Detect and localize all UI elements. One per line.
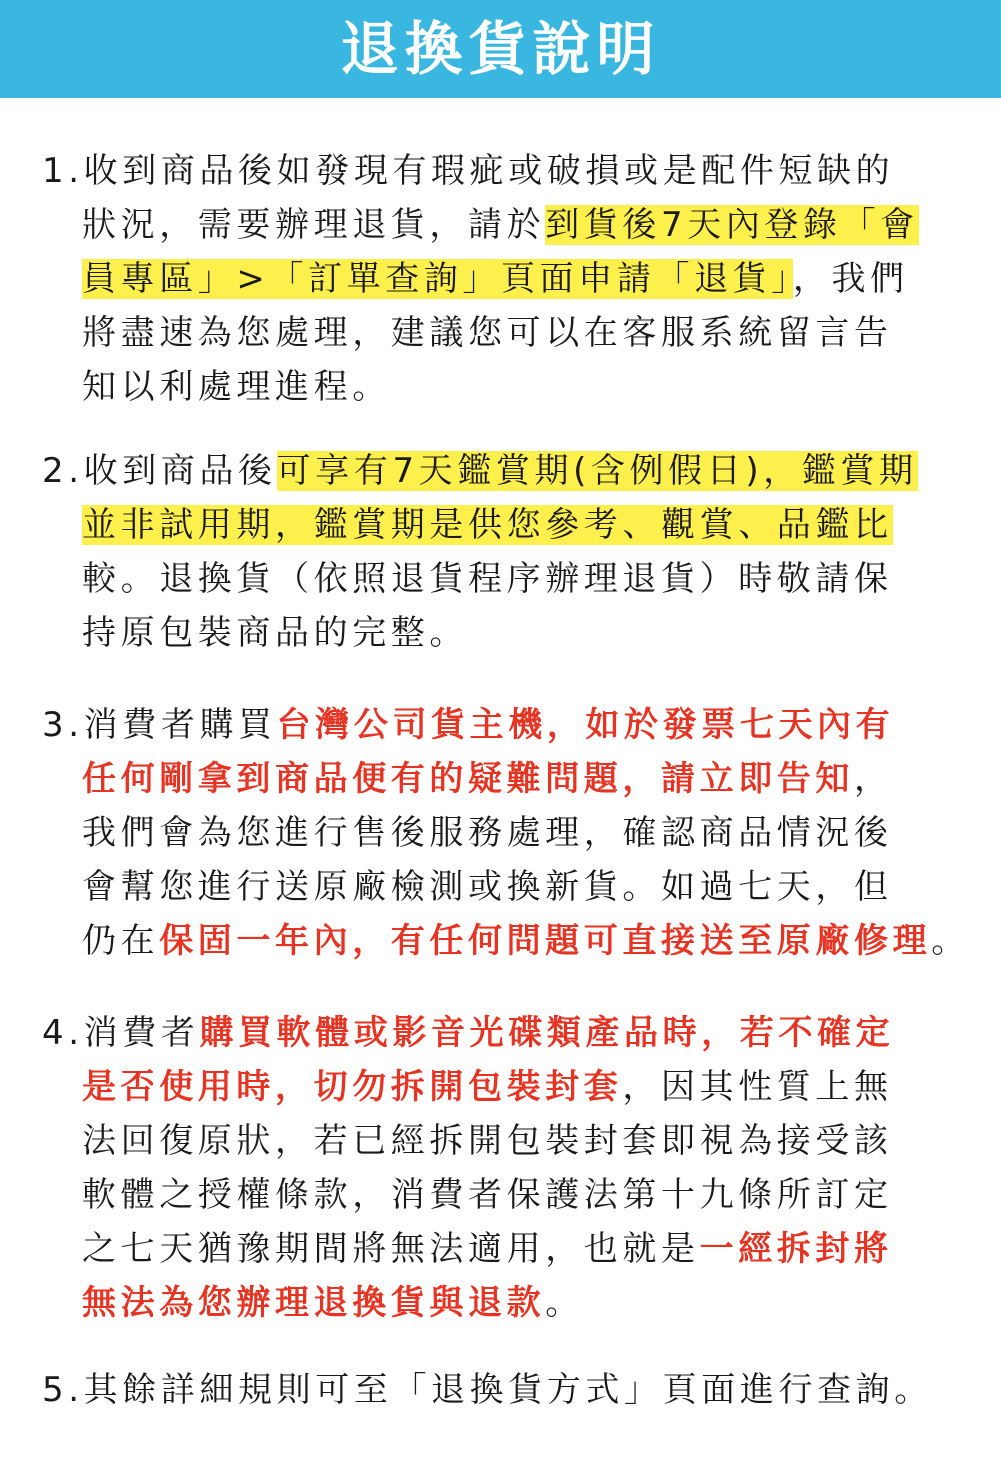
item-line bbox=[42, 806, 962, 860]
item-line bbox=[42, 306, 962, 360]
list-item-4 bbox=[42, 1006, 962, 1330]
item-line bbox=[42, 752, 962, 806]
item-line bbox=[42, 144, 962, 198]
list-item-1 bbox=[42, 144, 962, 414]
item-line bbox=[42, 198, 962, 252]
emphasis-text: 任何剛拿到商品便有的疑難問題，請立即告知 bbox=[82, 759, 854, 799]
list-item-2 bbox=[42, 444, 962, 660]
item-line bbox=[42, 1060, 962, 1114]
item-line bbox=[42, 1363, 962, 1417]
body-text: 之七天猶豫期間將無法適用，也就是 bbox=[82, 1229, 700, 1269]
emphasis-text: 台灣公司貨主機，如於發票七天內有 bbox=[276, 705, 895, 745]
body-text: 法回復原狀，若已經拆開包裝封套即視為接受該 bbox=[82, 1121, 893, 1161]
item-line bbox=[42, 914, 970, 968]
body-text: 軟體之授權條款，消費者保護法第十九條所訂定 bbox=[82, 1175, 893, 1215]
body-text: ，我們 bbox=[792, 259, 909, 299]
item-line bbox=[42, 606, 962, 660]
body-text: 3.消費者購買 bbox=[42, 705, 277, 745]
body-text: 1.收到商品後如發現有瑕疵或破損或是配件短缺的 bbox=[42, 151, 895, 191]
emphasis-text: 保固一年內，有任何問題可直接送至原廠修理 bbox=[159, 921, 932, 961]
item-line bbox=[42, 252, 962, 306]
highlighted-text: 可享有7天鑑賞期(含例假日)，鑑賞期 bbox=[276, 451, 918, 491]
item-line bbox=[42, 1276, 962, 1330]
body-text: 會幫您進行送原廠檢測或換新貨。如過七天，但 bbox=[82, 867, 893, 907]
list-item-5 bbox=[42, 1363, 962, 1417]
emphasis-text: 購買軟體或影音光碟類產品時，若不確定 bbox=[199, 1013, 895, 1053]
body-text: 2.收到商品後 bbox=[42, 451, 277, 491]
page-header bbox=[0, 0, 1001, 98]
body-text: 較。退換貨（依照退貨程序辦理退貨）時敬請保 bbox=[82, 559, 893, 599]
body-text: 我們會為您進行售後服務處理，確認商品情況後 bbox=[82, 813, 893, 853]
item-line bbox=[42, 1168, 962, 1222]
highlighted-text: 員專區」>「訂單查詢」頁面申請「退貨」 bbox=[82, 259, 793, 299]
body-text: 仍在 bbox=[82, 921, 160, 961]
item-line bbox=[42, 860, 962, 914]
body-text: 知以利處理進程。 bbox=[82, 367, 391, 407]
body-text: ， bbox=[854, 759, 893, 799]
item-line bbox=[42, 698, 962, 752]
item-line bbox=[42, 498, 962, 552]
highlighted-text: 到貨後7天內登錄「會 bbox=[545, 205, 919, 245]
body-text: ，因其性質上無 bbox=[622, 1067, 893, 1107]
body-text: 4.消費者 bbox=[42, 1013, 200, 1053]
body-text: 狀況，需要辦理退貨，請於 bbox=[82, 205, 546, 245]
list-item-3 bbox=[42, 698, 970, 968]
item-line bbox=[42, 1222, 962, 1276]
emphasis-text: 一經拆封將 bbox=[699, 1229, 893, 1269]
emphasis-text: 無法為您辦理退換貨與退款 bbox=[82, 1283, 546, 1323]
item-line bbox=[42, 444, 962, 498]
emphasis-text: 是否使用時，切勿拆開包裝封套 bbox=[82, 1067, 623, 1107]
page-title: 退換貨說明 bbox=[340, 15, 661, 83]
body-text: 。 bbox=[931, 921, 970, 961]
item-line bbox=[42, 552, 962, 606]
body-text: 。 bbox=[545, 1283, 584, 1323]
item-line bbox=[42, 1114, 962, 1168]
body-text: 5.其餘詳細規則可至「退換貨方式」頁面進行查詢。 bbox=[42, 1370, 933, 1410]
item-line bbox=[42, 360, 962, 414]
highlighted-text: 並非試用期，鑑賞期是供您參考、觀賞、品鑑比 bbox=[82, 505, 893, 545]
item-line bbox=[42, 1006, 962, 1060]
body-text: 將盡速為您處理，建議您可以在客服系統留言告 bbox=[82, 313, 893, 353]
body-text: 持原包裝商品的完整。 bbox=[82, 613, 468, 653]
